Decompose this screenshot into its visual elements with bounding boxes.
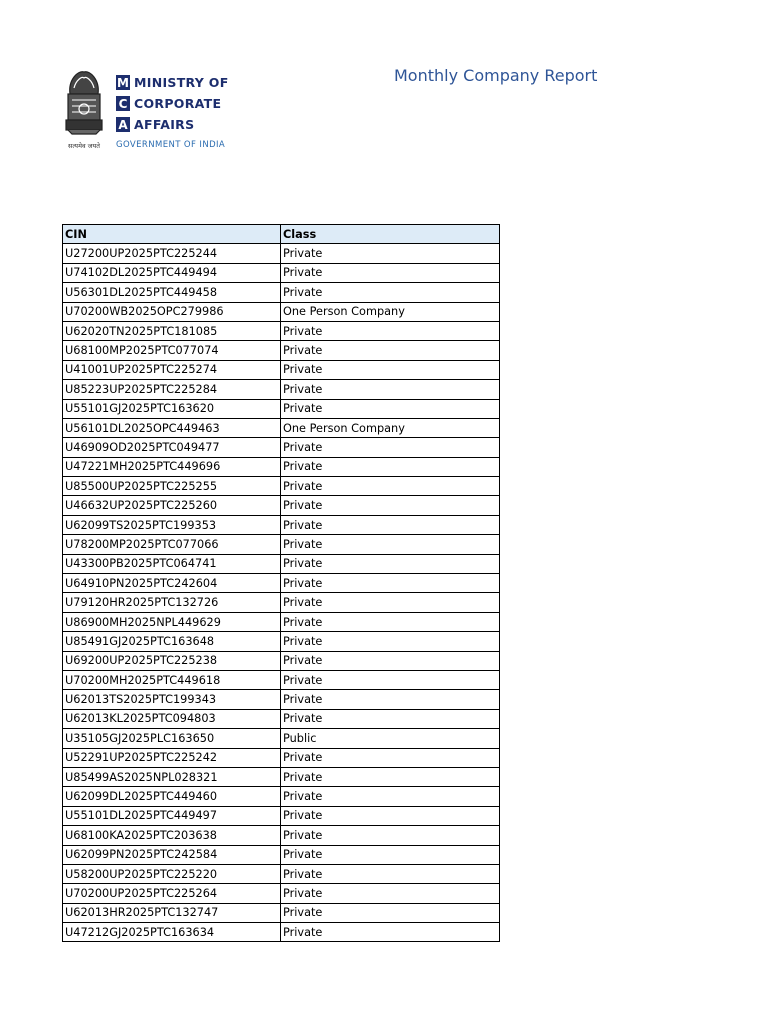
cin-cell: U62013TS2025PTC199343 — [63, 690, 281, 709]
table-row — [63, 923, 500, 942]
class-cell: Private — [281, 923, 500, 942]
table-row — [63, 884, 500, 903]
cin-cell: U70200MH2025PTC449618 — [63, 670, 281, 689]
table-row — [63, 651, 500, 670]
cin-cell: U52291UP2025PTC225242 — [63, 748, 281, 767]
logo-word: AFFAIRS — [134, 117, 195, 132]
header-class: Class — [281, 225, 500, 244]
cin-cell: U62099PN2025PTC242584 — [63, 845, 281, 864]
class-cell: Public — [281, 729, 500, 748]
table-row — [63, 612, 500, 631]
table-row — [63, 806, 500, 825]
table-row — [63, 477, 500, 496]
class-cell: Private — [281, 864, 500, 883]
table-row — [63, 515, 500, 534]
government-of-india-label: GOVERNMENT OF INDIA — [116, 140, 226, 150]
class-cell: Private — [281, 399, 500, 418]
class-cell: Private — [281, 845, 500, 864]
cin-cell: U85491GJ2025PTC163648 — [63, 632, 281, 651]
cin-cell: U62013HR2025PTC132747 — [63, 903, 281, 922]
table-row — [63, 535, 500, 554]
cin-cell: U27200UP2025PTC225244 — [63, 244, 281, 263]
table-row — [63, 632, 500, 651]
report-title-clip — [394, 66, 598, 90]
class-cell: Private — [281, 574, 500, 593]
cin-cell: U62013KL2025PTC094803 — [63, 709, 281, 728]
table-row — [63, 767, 500, 786]
cin-cell: U47221MH2025PTC449696 — [63, 457, 281, 476]
table-row — [63, 748, 500, 767]
cin-cell: U68100KA2025PTC203638 — [63, 826, 281, 845]
class-cell: Private — [281, 748, 500, 767]
class-cell: Private — [281, 341, 500, 360]
class-cell: Private — [281, 477, 500, 496]
table-row — [63, 244, 500, 263]
class-cell: Private — [281, 438, 500, 457]
class-cell: Private — [281, 535, 500, 554]
class-cell: Private — [281, 554, 500, 573]
national-emblem-icon — [60, 66, 108, 152]
table-row — [63, 574, 500, 593]
cin-cell: U62020TN2025PTC181085 — [63, 321, 281, 340]
table-row — [63, 845, 500, 864]
logo-letter-box: A — [116, 117, 130, 132]
cin-cell: U86900MH2025NPL449629 — [63, 612, 281, 631]
class-cell: Private — [281, 709, 500, 728]
logo-line — [116, 93, 229, 114]
mca-logo — [60, 66, 240, 154]
table-row — [63, 826, 500, 845]
table-row — [63, 457, 500, 476]
cin-cell: U85500UP2025PTC225255 — [63, 477, 281, 496]
class-cell: Private — [281, 360, 500, 379]
cin-cell: U74102DL2025PTC449494 — [63, 263, 281, 282]
table-row — [63, 670, 500, 689]
class-cell: Private — [281, 903, 500, 922]
table-row — [63, 593, 500, 612]
cin-cell: U46632UP2025PTC225260 — [63, 496, 281, 515]
cin-cell: U85499AS2025NPL028321 — [63, 767, 281, 786]
cin-cell: U68100MP2025PTC077074 — [63, 341, 281, 360]
class-cell: Private — [281, 457, 500, 476]
table-row — [63, 903, 500, 922]
class-cell: Private — [281, 515, 500, 534]
table-row — [63, 283, 500, 302]
table-header-row — [63, 225, 500, 244]
cin-cell: U46909OD2025PTC049477 — [63, 438, 281, 457]
logo-word: CORPORATE — [134, 96, 222, 111]
table-row — [63, 418, 500, 437]
cin-cell: U43300PB2025PTC064741 — [63, 554, 281, 573]
table-row — [63, 321, 500, 340]
class-cell: Private — [281, 632, 500, 651]
cin-cell: U41001UP2025PTC225274 — [63, 360, 281, 379]
report-title: Monthly Company Report — [394, 66, 598, 85]
cin-cell: U56101DL2025OPC449463 — [63, 418, 281, 437]
svg-text:सत्यमेव जयते: सत्यमेव जयते — [68, 142, 100, 150]
logo-line — [116, 114, 229, 135]
table-row — [63, 690, 500, 709]
class-cell: One Person Company — [281, 418, 500, 437]
class-cell: Private — [281, 690, 500, 709]
cin-cell: U69200UP2025PTC225238 — [63, 651, 281, 670]
table-row — [63, 341, 500, 360]
table-row — [63, 729, 500, 748]
class-cell: Private — [281, 612, 500, 631]
header-cin: CIN — [63, 225, 281, 244]
cin-cell: U70200WB2025OPC279986 — [63, 302, 281, 321]
class-cell: Private — [281, 884, 500, 903]
class-cell: Private — [281, 380, 500, 399]
class-cell: One Person Company — [281, 302, 500, 321]
table-row — [63, 302, 500, 321]
class-cell: Private — [281, 670, 500, 689]
class-cell: Private — [281, 593, 500, 612]
table-row — [63, 709, 500, 728]
table-row — [63, 399, 500, 418]
cin-cell: U55101GJ2025PTC163620 — [63, 399, 281, 418]
table-row — [63, 554, 500, 573]
class-cell: Private — [281, 263, 500, 282]
class-cell: Private — [281, 767, 500, 786]
cin-cell: U62099DL2025PTC449460 — [63, 787, 281, 806]
class-cell: Private — [281, 321, 500, 340]
logo-word: MINISTRY OF — [134, 75, 229, 90]
cin-cell: U56301DL2025PTC449458 — [63, 283, 281, 302]
cin-cell: U64910PN2025PTC242604 — [63, 574, 281, 593]
table-row — [63, 787, 500, 806]
table-row — [63, 496, 500, 515]
table-row — [63, 263, 500, 282]
table-row — [63, 360, 500, 379]
logo-line — [116, 72, 229, 93]
cin-cell: U70200UP2025PTC225264 — [63, 884, 281, 903]
cin-cell: U62099TS2025PTC199353 — [63, 515, 281, 534]
cin-cell: U35105GJ2025PLC163650 — [63, 729, 281, 748]
logo-letter-box: C — [116, 96, 130, 111]
cin-cell: U79120HR2025PTC132726 — [63, 593, 281, 612]
class-cell: Private — [281, 651, 500, 670]
class-cell: Private — [281, 283, 500, 302]
cin-cell: U85223UP2025PTC225284 — [63, 380, 281, 399]
class-cell: Private — [281, 496, 500, 515]
cin-cell: U55101DL2025PTC449497 — [63, 806, 281, 825]
cin-cell: U58200UP2025PTC225220 — [63, 864, 281, 883]
company-table — [62, 224, 500, 942]
table-row — [63, 380, 500, 399]
logo-letter-box: M — [117, 75, 129, 90]
table-row — [63, 438, 500, 457]
class-cell: Private — [281, 787, 500, 806]
class-cell: Private — [281, 806, 500, 825]
cin-cell: U78200MP2025PTC077066 — [63, 535, 281, 554]
class-cell: Private — [281, 826, 500, 845]
cin-cell: U47212GJ2025PTC163634 — [63, 923, 281, 942]
class-cell: Private — [281, 244, 500, 263]
table-row — [63, 864, 500, 883]
